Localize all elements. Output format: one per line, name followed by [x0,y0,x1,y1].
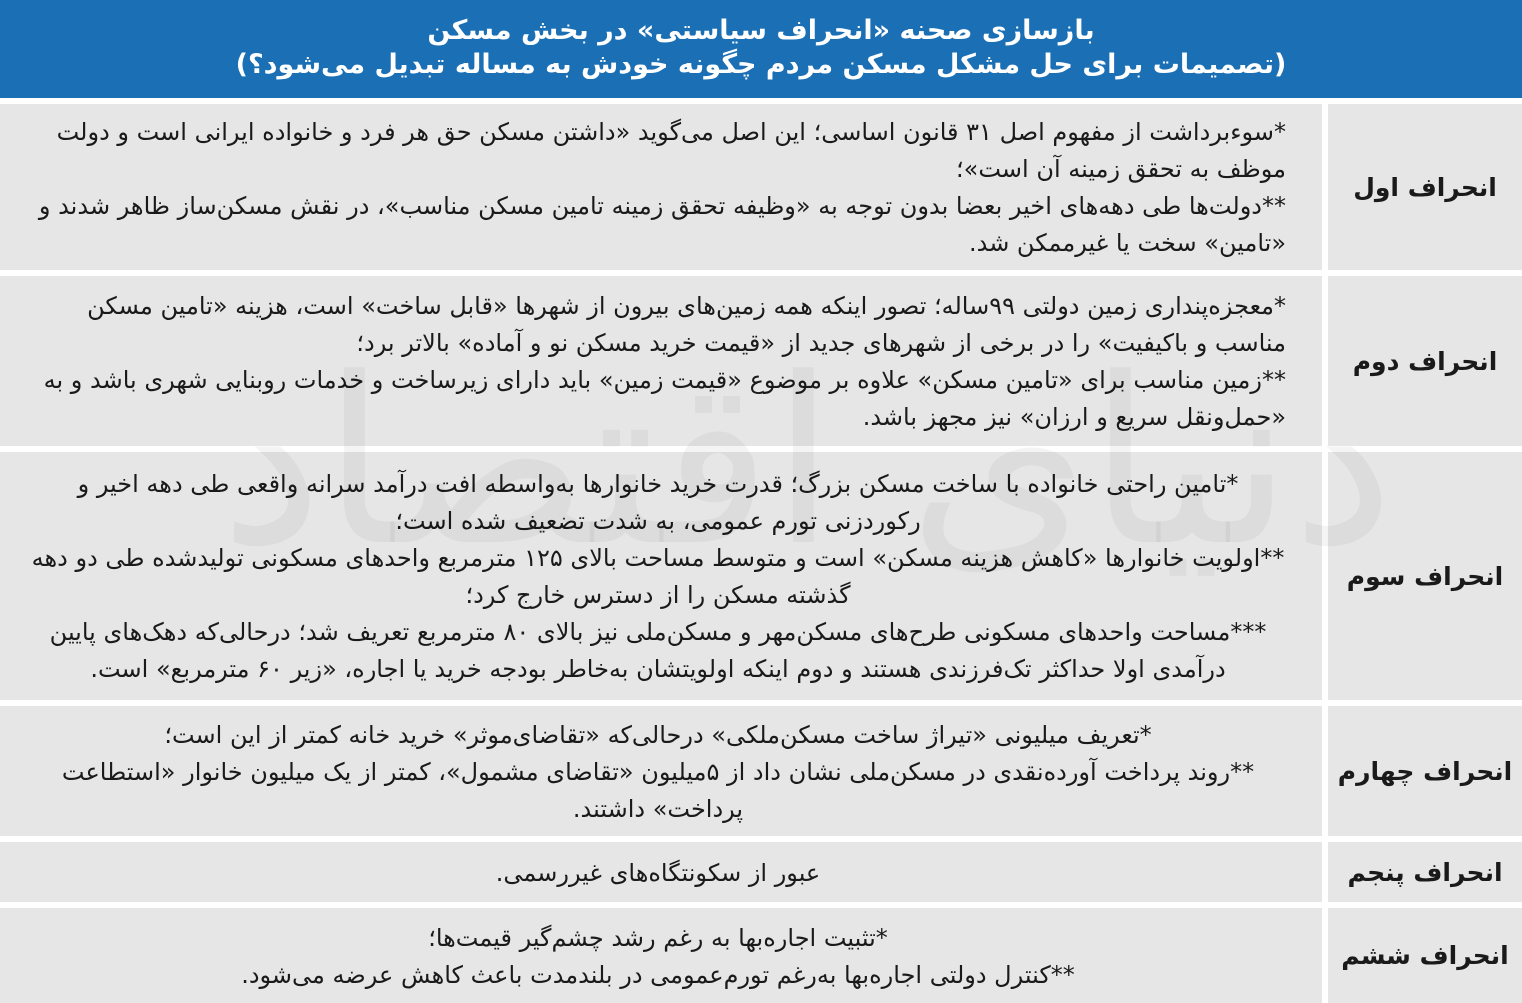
row-2-paragraph-2: **زمین مناسب برای «تامین مسکن» علاوه بر موضوع «قیمت زمین» باید دارای زیرساخت و خدمات روبنایی شهری باشد و به «حمل‌ونقل سریع و ارزان» نیز مجهز باشد. [43,366,1286,431]
row-6-paragraph-2: **کنترل دولتی اجاره‌بها به‌رغم تورم‌عمومی در بلندمدت باعث کاهش عرضه می‌شود. [241,960,1075,989]
table-row-5 [0,842,1522,902]
row-1-paragraph-1: *سوءبرداشت از مفهوم اصل ۳۱ قانون اساسی؛ این اصل می‌گوید «داشتن مسکن حق هر فرد و خانواده ایرانی است و دولت موظف به تحقق زمینه آن است»؛ [56,118,1286,183]
row-content-6 [0,908,1322,1003]
row-content-5 [0,842,1322,902]
table-header [0,0,1522,98]
table-row-3 [0,452,1522,700]
row-label-1: انحراف اول [1322,104,1522,270]
row-content-4 [0,706,1322,836]
row-3-paragraph-3: ***مساحت واحدهای مسکونی طرح‌های مسکن‌مهر و مسکن‌ملی نیز بالای ۸۰ مترمربع تعریف شد؛ درحالی‌که دهک‌های پایین درآمدی اولا حداکثر تک‌فرزندی هستند و دوم اینکه اولویتشان به‌خاطر بودجه خرید یا اجاره، «زیر ۶۰ مترمربع» است. [49,618,1267,683]
table-row-2 [0,276,1522,446]
row-3-paragraph-1: *تامین راحتی خانواده با ساخت مسکن بزرگ؛ قدرت خرید خانوارها به‌واسطه افت درآمد سرانه واقعی طی دهه اخیر و رکوردزنی تورم عمومی، به شدت تضعیف شده است؛ [77,470,1239,535]
row-content-2 [0,276,1322,446]
table-subtitle: (تصمیمات برای حل مشکل مسکن مردم چگونه خودش به مساله تبدیل می‌شود؟) [235,49,1287,80]
row-label-3: انحراف سوم [1322,452,1522,700]
row-4-paragraph-1: *تعریف میلیونی «تیراژ ساخت مسکن‌ملکی» درحالی‌که «تقاضای‌موثر» خرید خانه کمتر از این است؛ [164,720,1152,749]
row-label-5: انحراف پنجم [1322,842,1522,902]
table-row-6 [0,908,1522,1003]
table-row-4 [0,706,1522,836]
row-4-paragraph-2: **روند پرداخت آورده‌نقدی در مسکن‌ملی نشان داد از ۵میلیون «تقاضای مشمول»، کمتر از یک میلیون خانوار «استطاعت پرداخت» داشتند. [61,757,1255,823]
row-label-4: انحراف چهارم [1322,706,1522,836]
row-label-6: انحراف ششم [1322,908,1522,1003]
table-title: بازسازی صحنه «انحراف سیاستی» در بخش مسکن [427,15,1095,46]
row-label-2: انحراف دوم [1322,276,1522,446]
table-row-1 [0,104,1522,270]
row-5-paragraph-1: عبور از سکونتگاه‌های غیررسمی. [495,858,821,887]
row-1-paragraph-2: **دولت‌ها طی دهه‌های اخیر بعضا بدون توجه به «وظیفه تحقق زمینه تامین مسکن مناسب»، در نقش مسکن‌ساز ظاهر شدند و «تامین» سخت یا غیرممکن شد. [38,192,1286,257]
row-6-paragraph-1: *تثبیت اجاره‌بها به رغم رشد چشم‌گیر قیمت‌ها؛ [428,923,888,952]
row-3-paragraph-2: **اولویت خانوارها «کاهش هزینه مسکن» است و متوسط مساحت بالای ۱۲۵ مترمربع واحدهای مسکونی تولیدشده طی دو دهه گذشته مسکن را از دسترس خارج کرد؛ [31,544,1285,609]
row-content-3 [0,452,1322,700]
row-2-paragraph-1: *معجزه‌پنداری زمین دولتی ۹۹ساله؛ تصور اینکه همه زمین‌های بیرون از شهرها «قابل ساخت» است، هزینه «تامین مسکن مناسب و باکیفیت» را در برخی از شهرهای جدید از «قیمت خرید مسکن نو و آماده» بالاتر برد؛ [87,292,1286,357]
row-content-1 [0,104,1322,270]
